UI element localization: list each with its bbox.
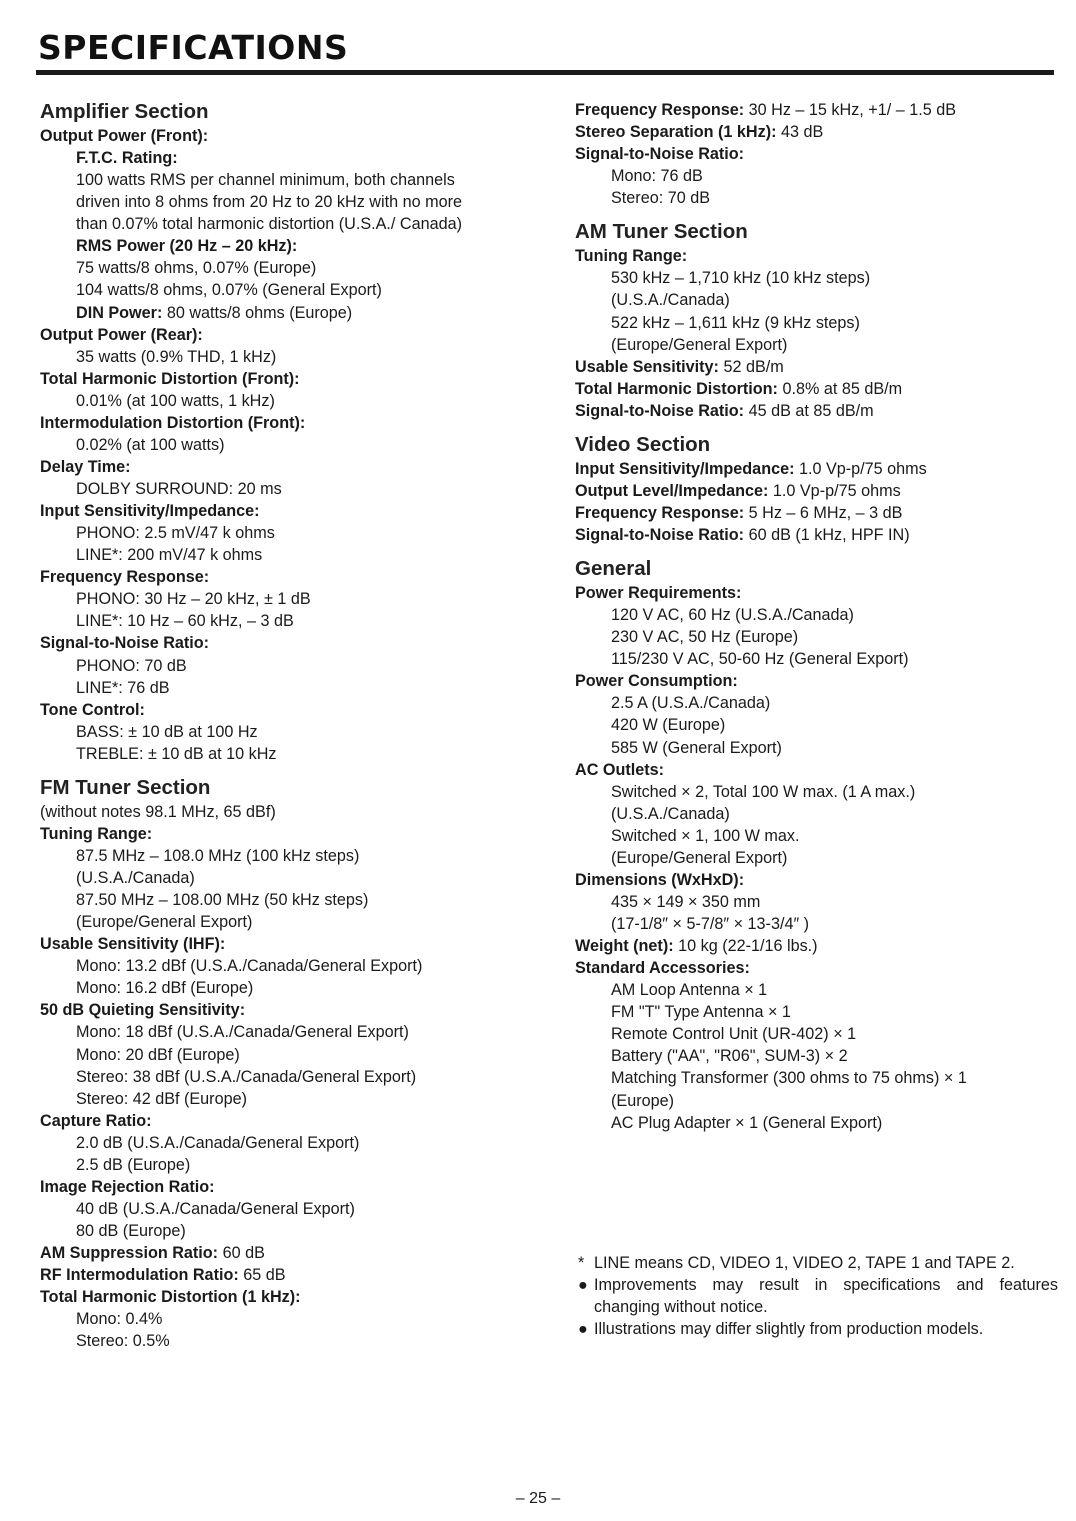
spec-label: Signal-to-Noise Ratio: <box>40 634 210 653</box>
section-heading: Video Section <box>575 432 711 456</box>
spec-row <box>40 1242 540 1264</box>
bullet-icon: ● <box>578 1276 588 1294</box>
spec-label: Capture Ratio: <box>40 1111 152 1130</box>
spec-value: 522 kHz – 1,611 kHz (9 kHz steps) <box>611 313 860 332</box>
spec-row <box>575 356 1065 378</box>
spec-label: Total Harmonic Distortion (1 kHz): <box>40 1288 301 1307</box>
spec-value: Mono: 0.4% <box>76 1310 163 1329</box>
spec-label: Total Harmonic Distortion (Front): <box>40 369 300 388</box>
spec-row <box>575 935 1065 957</box>
spec-value: TREBLE: ± 10 dB at 10 kHz <box>76 744 277 763</box>
spec-value: LINE*: 200 mV/47 k ohms <box>76 546 263 565</box>
spec-value: 2.0 dB (U.S.A./Canada/General Export) <box>76 1133 360 1152</box>
spec-label: Dimensions (WxHxD): <box>575 870 745 889</box>
title-rule <box>36 70 1054 75</box>
spec-label: Frequency Response: <box>575 101 745 119</box>
right-column <box>575 99 1065 1134</box>
spec-value: AC Plug Adapter × 1 (General Export) <box>611 1113 883 1132</box>
spec-value: (U.S.A./Canada) <box>76 869 195 887</box>
spec-label: 50 dB Quieting Sensitivity: <box>40 1001 246 1020</box>
spec-value: 585 W (General Export) <box>611 738 782 757</box>
spec-label: Total Harmonic Distortion: <box>575 379 778 398</box>
left-column <box>40 99 540 1352</box>
spec-value: 100 watts RMS per channel minimum, both channels <box>76 171 455 190</box>
spec-value: 2.5 A (U.S.A./Canada) <box>611 694 771 713</box>
spec-value: 0.01% (at 100 watts, 1 kHz) <box>76 391 275 410</box>
spec-row <box>575 524 1065 546</box>
spec-row <box>575 121 1065 143</box>
spec-label: Output Power (Front): <box>40 127 209 145</box>
spec-label: Tone Control: <box>40 700 145 719</box>
spec-value: Switched × 1, 100 W max. <box>611 826 800 845</box>
footnote-text: Illustrations may differ slightly from production models. <box>594 1320 984 1338</box>
spec-value: PHONO: 2.5 mV/47 k ohms <box>76 524 275 543</box>
spec-sublabel: RMS Power (20 Hz – 20 kHz): <box>76 237 298 256</box>
page-title: SPECIFICATIONS <box>38 28 349 67</box>
spec-label: AM Suppression Ratio: <box>40 1244 219 1263</box>
spec-value: 40 dB (U.S.A./Canada/General Export) <box>76 1199 355 1218</box>
spec-label: RF Intermodulation Ratio: <box>40 1266 239 1285</box>
spec-label: Power Consumption: <box>575 672 738 691</box>
spec-value: LINE*: 10 Hz – 60 kHz, – 3 dB <box>76 612 294 631</box>
spec-label: Output Level/Impedance: <box>575 481 769 500</box>
spec-label: Delay Time: <box>40 457 131 476</box>
spec-value: 2.5 dB (Europe) <box>76 1155 191 1174</box>
spec-value: PHONO: 70 dB <box>76 656 187 675</box>
spec-value: (U.S.A./Canada) <box>611 804 730 823</box>
spec-row <box>575 400 1065 422</box>
spec-value: Stereo: 70 dB <box>611 189 710 208</box>
footnote <box>578 1318 1058 1340</box>
spec-value: 52 dB/m <box>718 357 784 376</box>
spec-value: 87.50 MHz – 108.00 MHz (50 kHz steps) <box>76 891 369 910</box>
footnote-text: LINE means CD, VIDEO 1, VIDEO 2, TAPE 1 and TAPE 2. <box>594 1254 1015 1272</box>
spec-value: than 0.07% total harmonic distortion (U.S.A./ Canada) <box>76 215 463 234</box>
spec-value: 0.8% at 85 dB/m <box>777 379 903 398</box>
spec-note: (without notes 98.1 MHz, 65 dBf) <box>40 802 276 821</box>
spec-label: Frequency Response: <box>40 568 210 587</box>
spec-value: (Europe/General Export) <box>611 848 788 867</box>
spec-label: Intermodulation Distortion (Front): <box>40 413 306 432</box>
spec-value: 435 × 149 × 350 mm <box>611 892 761 911</box>
spec-label: Signal-to-Noise Ratio: <box>575 145 745 164</box>
section-heading: FM Tuner Section <box>40 775 211 799</box>
spec-label: Image Rejection Ratio: <box>40 1177 215 1196</box>
bullet-icon: ● <box>578 1320 588 1338</box>
spec-value: 10 kg (22-1/16 lbs.) <box>673 937 818 956</box>
spec-value: 1.0 Vp-p/75 ohms <box>768 481 901 500</box>
spec-value: 230 V AC, 50 Hz (Europe) <box>611 628 799 647</box>
spec-value: AM Loop Antenna × 1 <box>611 981 768 1000</box>
spec-value: 87.5 MHz – 108.0 MHz (100 kHz steps) <box>76 846 360 865</box>
spec-value: 420 W (Europe) <box>611 716 726 735</box>
spec-value: 45 dB at 85 dB/m <box>744 401 874 420</box>
spec-value: Remote Control Unit (UR-402) × 1 <box>611 1025 857 1044</box>
spec-value: Mono: 18 dBf (U.S.A./Canada/General Export) <box>76 1023 409 1042</box>
footnote-text: Improvements may result in specifications and features changing without notice. <box>594 1276 1058 1316</box>
spec-row <box>40 1264 540 1286</box>
spec-value: 60 dB (1 kHz, HPF IN) <box>744 526 910 544</box>
spec-value: 43 dB <box>776 123 824 142</box>
spec-value: Mono: 76 dB <box>611 167 703 186</box>
spec-value: (Europe/General Export) <box>76 913 253 932</box>
spec-sublabel: F.T.C. Rating: <box>76 149 178 168</box>
spec-label: Usable Sensitivity (IHF): <box>40 935 226 954</box>
spec-label: DIN Power: <box>76 303 163 322</box>
spec-value: (17-1/8″ × 5-7/8″ × 13-3/4″ ) <box>611 915 810 933</box>
section-heading: AM Tuner Section <box>575 220 748 244</box>
spec-value: 115/230 V AC, 50-60 Hz (General Export) <box>611 650 909 669</box>
spec-label: Signal-to-Noise Ratio: <box>575 401 745 420</box>
spec-label: Input Sensitivity/Impedance: <box>40 502 260 521</box>
spec-value: Switched × 2, Total 100 W max. (1 A max.) <box>611 782 916 801</box>
spec-label: Frequency Response: <box>575 503 745 522</box>
spec-value: (U.S.A./Canada) <box>611 291 730 310</box>
spec-label: AC Outlets: <box>575 760 665 779</box>
spec-value: Stereo: 0.5% <box>76 1332 170 1351</box>
spec-value: BASS: ± 10 dB at 100 Hz <box>76 722 258 741</box>
spec-row <box>575 502 1065 524</box>
spec-value: 530 kHz – 1,710 kHz (10 kHz steps) <box>611 269 871 288</box>
spec-value: Mono: 13.2 dBf (U.S.A./Canada/General Export) <box>76 957 423 976</box>
footnote <box>578 1274 1058 1318</box>
spec-row <box>575 99 1065 121</box>
spec-value: 120 V AC, 60 Hz (U.S.A./Canada) <box>611 606 854 625</box>
spec-label: Tuning Range: <box>575 247 688 266</box>
section-heading: General <box>575 557 652 581</box>
spec-value: PHONO: 30 Hz – 20 kHz, ± 1 dB <box>76 590 311 609</box>
spec-value: Battery ("AA", "R06", SUM-3) × 2 <box>611 1047 848 1066</box>
footnotes <box>578 1252 1058 1340</box>
spec-label: Signal-to-Noise Ratio: <box>575 526 745 544</box>
spec-label: Stereo Separation (1 kHz): <box>575 123 777 142</box>
spec-value: 60 dB <box>218 1244 265 1263</box>
spec-label: Usable Sensitivity: <box>575 357 719 376</box>
spec-value: 104 watts/8 ohms, 0.07% (General Export) <box>76 281 382 300</box>
spec-value: driven into 8 ohms from 20 Hz to 20 kHz with no more <box>76 193 462 212</box>
spec-label: Input Sensitivity/Impedance: <box>575 459 795 478</box>
spec-row <box>575 458 1065 480</box>
spec-value: DOLBY SURROUND: 20 ms <box>76 480 282 498</box>
page-number: – 25 – <box>515 1490 561 1507</box>
spec-value: Matching Transformer (300 ohms to 75 ohms) × 1 <box>611 1069 967 1088</box>
spec-value: LINE*: 76 dB <box>76 678 170 697</box>
spec-value: (Europe) <box>611 1091 674 1110</box>
spec-value: FM "T" Type Antenna × 1 <box>611 1003 791 1022</box>
spec-value: 80 dB (Europe) <box>76 1222 186 1240</box>
spec-row <box>40 302 540 324</box>
spec-value: 0.02% (at 100 watts) <box>76 435 225 454</box>
spec-label: Tuning Range: <box>40 824 153 843</box>
spec-label: Standard Accessories: <box>575 959 750 978</box>
spec-label: Power Requirements: <box>575 584 742 603</box>
spec-row <box>575 378 1065 400</box>
spec-value: 75 watts/8 ohms, 0.07% (Europe) <box>76 259 317 278</box>
spec-value: 65 dB <box>238 1266 286 1285</box>
section-heading: Amplifier Section <box>40 100 209 123</box>
spec-value: 80 watts/8 ohms (Europe) <box>162 303 353 322</box>
spec-value: 35 watts (0.9% THD, 1 kHz) <box>76 347 277 366</box>
spec-label: Weight (net): <box>575 937 674 956</box>
spec-value: Mono: 20 dBf (Europe) <box>76 1045 240 1064</box>
spec-value: 30 Hz – 15 kHz, +1/ – 1.5 dB <box>744 101 957 119</box>
spec-value: Mono: 16.2 dBf (Europe) <box>76 979 254 998</box>
footnote <box>578 1252 1058 1274</box>
spec-row <box>575 480 1065 502</box>
spec-value: 1.0 Vp-p/75 ohms <box>794 459 927 478</box>
spec-value: Stereo: 38 dBf (U.S.A./Canada/General Export) <box>76 1067 417 1086</box>
spec-label: Output Power (Rear): <box>40 325 203 344</box>
asterisk-mark: * <box>578 1254 585 1272</box>
spec-value: (Europe/General Export) <box>611 335 788 354</box>
spec-value: 5 Hz – 6 MHz, – 3 dB <box>744 503 903 522</box>
spec-value: Stereo: 42 dBf (Europe) <box>76 1089 247 1108</box>
